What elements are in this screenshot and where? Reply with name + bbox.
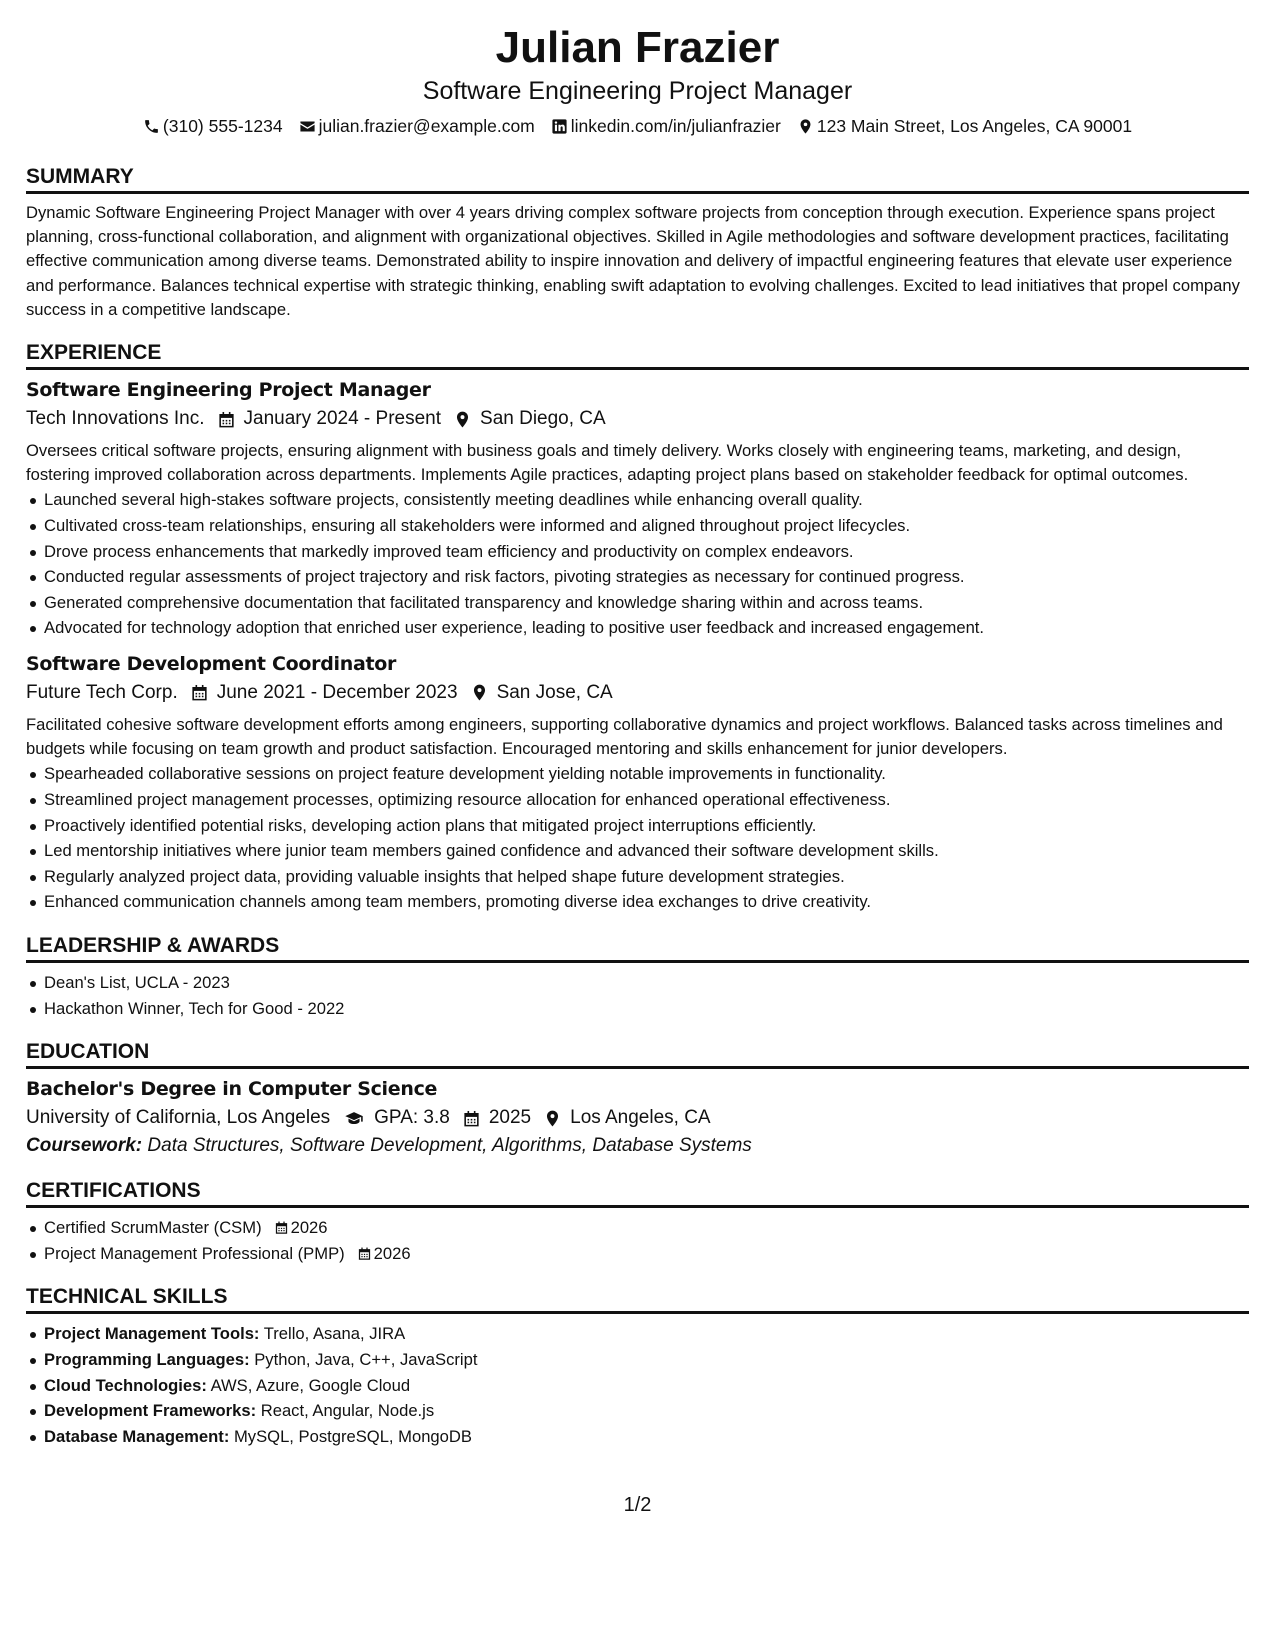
skill-label: Database Management: — [44, 1426, 230, 1446]
job-company: Tech Innovations Inc. — [26, 408, 205, 430]
skill-label: Development Frameworks: — [44, 1401, 257, 1421]
calendar-icon — [190, 683, 209, 702]
resume-page — [26, 22, 1249, 1449]
certifications-list — [26, 1215, 1249, 1266]
certification-name: Project Management Professional (PMP) — [44, 1243, 345, 1263]
job-bullet: Generated comprehensive documentation that facilitated transparency and knowledge sharing within and across teams. — [44, 590, 1249, 616]
education-meta — [26, 1104, 1249, 1132]
linkedin-icon — [551, 118, 568, 135]
skill-value: MySQL, PostgreSQL, MongoDB — [233, 1426, 472, 1446]
certification-item — [44, 1215, 1249, 1241]
contact-linkedin[interactable] — [551, 114, 781, 138]
envelope-icon — [299, 118, 316, 135]
certifications-section — [26, 1178, 1249, 1266]
certification-item — [44, 1241, 1249, 1267]
skill-value: React, Angular, Node.js — [260, 1401, 435, 1421]
map-pin-icon — [453, 410, 472, 429]
contact-address — [797, 114, 1132, 138]
skill-value: AWS, Azure, Google Cloud — [210, 1375, 411, 1395]
candidate-title: Software Engineering Project Manager — [422, 77, 853, 105]
job-location: San Diego, CA — [480, 408, 606, 430]
job-bullet: Led mentorship initiatives where junior team members gained confidence and advanced their software development skills. — [44, 838, 1249, 864]
gpa: GPA: 3.8 — [374, 1107, 450, 1129]
section-title-education: EDUCATION — [26, 1039, 1249, 1069]
coursework-line — [26, 1132, 1249, 1160]
map-pin-icon — [797, 118, 814, 135]
contact-email[interactable] — [299, 114, 535, 138]
certification-name: Certified ScrumMaster (CSM) — [44, 1218, 262, 1238]
job-description: Facilitated cohesive software development efforts among engineers, supporting collaborative dynamics and project workflows. Balanced tasks across timelines and budgets while focusing on team growth and product satisfaction. Encouraged mentoring and skills enhancement for junior developers. — [26, 714, 1223, 759]
job-bullet: Regularly analyzed project data, providing valuable insights that helped shape future development strategies. — [44, 864, 1249, 890]
award-item: Dean's List, UCLA - 2023 — [44, 970, 1249, 996]
job-bullets — [26, 761, 1249, 915]
certification-year: 2026 — [373, 1243, 411, 1263]
skill-item — [44, 1424, 1249, 1450]
coursework-list: Data Structures, Software Development, Algorithms, Database Systems — [147, 1135, 752, 1157]
education-section — [26, 1039, 1249, 1160]
job-entry — [26, 377, 1249, 641]
job-bullet: Advocated for technology adoption that enriched user experience, leading to positive user feedback and increased engagement. — [44, 615, 1249, 641]
skill-label: Project Management Tools: — [44, 1324, 260, 1344]
skill-label: Programming Languages: — [44, 1349, 250, 1369]
contact-linkedin-text: linkedin.com/in/julianfrazier — [570, 116, 781, 136]
job-bullet: Spearheaded collaborative sessions on project feature development yielding notable improvements in functionality. — [44, 761, 1249, 787]
calendar-icon — [217, 410, 236, 429]
job-meta — [26, 405, 1249, 433]
job-bullet: Launched several high-stakes software projects, consistently meeting deadlines while enhancing overall quality. — [44, 487, 1249, 513]
contact-phone-text: (310) 555-1234 — [162, 116, 283, 136]
job-dates: June 2021 - December 2023 — [216, 681, 458, 703]
job-location: San Jose, CA — [496, 681, 613, 703]
section-title-experience: EXPERIENCE — [26, 340, 1249, 370]
skill-item — [44, 1398, 1249, 1424]
job-meta — [26, 679, 1249, 707]
job-dates: January 2024 - Present — [243, 408, 442, 430]
job-bullets — [26, 487, 1249, 641]
award-item: Hackathon Winner, Tech for Good - 2022 — [44, 996, 1249, 1022]
section-title-awards: LEADERSHIP & AWARDS — [26, 933, 1249, 963]
graduation-cap-icon — [342, 1109, 366, 1128]
page-number: 1/2 — [623, 1494, 652, 1516]
contact-phone — [143, 114, 283, 138]
job-bullet: Proactively identified potential risks, developing action plans that mitigated project interruptions efficiently. — [44, 813, 1249, 839]
section-title-certifications: CERTIFICATIONS — [26, 1178, 1249, 1208]
map-pin-icon — [543, 1109, 562, 1128]
school-location: Los Angeles, CA — [570, 1107, 711, 1129]
calendar-icon — [357, 1246, 372, 1261]
job-bullet: Cultivated cross-team relationships, ensuring all stakeholders were informed and aligned throughout project lifecycles. — [44, 513, 1249, 539]
skill-item — [44, 1347, 1249, 1373]
summary-section — [26, 164, 1249, 322]
section-title-summary: SUMMARY — [26, 164, 1249, 194]
job-bullet: Drove process enhancements that markedly improved team efficiency and productivity on complex endeavors. — [44, 539, 1249, 565]
coursework-label: Coursework: — [26, 1135, 143, 1157]
school-name: University of California, Los Angeles — [26, 1107, 331, 1129]
summary-text: Dynamic Software Engineering Project Manager with over 4 years driving complex software projects from conception through execution. Experience spans project planning, cross-functional collaboration, and alignment with organizational objectives. Skilled in Agile methodologies and software development practices, facilitating effective communication among diverse teams. Demonstrated ability to inspire innovation and delivery of impactful engineering features that elevate user experience and performance. Balances technical expertise with strategic thinking, enabling swift adaptation to evolving challenges. Excited to lead initiatives that propel company success in a competitive landscape. — [26, 203, 1240, 319]
job-bullet: Conducted regular assessments of project trajectory and risk factors, pivoting strategies as necessary for continued progress. — [44, 564, 1249, 590]
skill-value: Trello, Asana, JIRA — [263, 1324, 406, 1344]
job-company: Future Tech Corp. — [26, 681, 178, 703]
contact-row — [26, 114, 1249, 138]
phone-icon — [143, 118, 160, 135]
skills-list — [26, 1321, 1249, 1449]
resume-header — [26, 22, 1249, 138]
job-entry — [26, 651, 1249, 915]
section-title-skills: TECHNICAL SKILLS — [26, 1284, 1249, 1314]
calendar-icon — [462, 1109, 481, 1128]
job-role: Software Development Coordinator — [26, 652, 397, 675]
skill-label: Cloud Technologies: — [44, 1375, 207, 1395]
experience-section — [26, 340, 1249, 915]
job-description: Oversees critical software projects, ensuring alignment with business goals and timely delivery. Works closely with engineering teams, marketing, and design, fostering improved collaboration across departments. Implements Agile practices, adapting project plans based on stakeholder feedback for optimal outcomes. — [26, 441, 1189, 485]
contact-email-text: julian.frazier@example.com — [318, 116, 535, 136]
job-role: Software Engineering Project Manager — [26, 379, 431, 402]
awards-section — [26, 933, 1249, 1021]
degree-name: Bachelor's Degree in Computer Science — [26, 1078, 438, 1101]
skill-value: Python, Java, C++, JavaScript — [254, 1349, 478, 1369]
certification-year: 2026 — [290, 1218, 328, 1238]
contact-address-text: 123 Main Street, Los Angeles, CA 90001 — [816, 116, 1133, 136]
job-bullet: Enhanced communication channels among team members, promoting diverse idea exchanges to drive creativity. — [44, 889, 1249, 915]
graduation-year: 2025 — [488, 1107, 532, 1129]
job-bullet: Streamlined project management processes, optimizing resource allocation for enhanced operational effectiveness. — [44, 787, 1249, 813]
skill-item — [44, 1373, 1249, 1399]
skill-item — [44, 1321, 1249, 1347]
calendar-icon — [274, 1220, 289, 1235]
awards-list — [26, 970, 1249, 1021]
candidate-name: Julian Frazier — [495, 23, 780, 72]
map-pin-icon — [470, 683, 489, 702]
skills-section — [26, 1284, 1249, 1449]
